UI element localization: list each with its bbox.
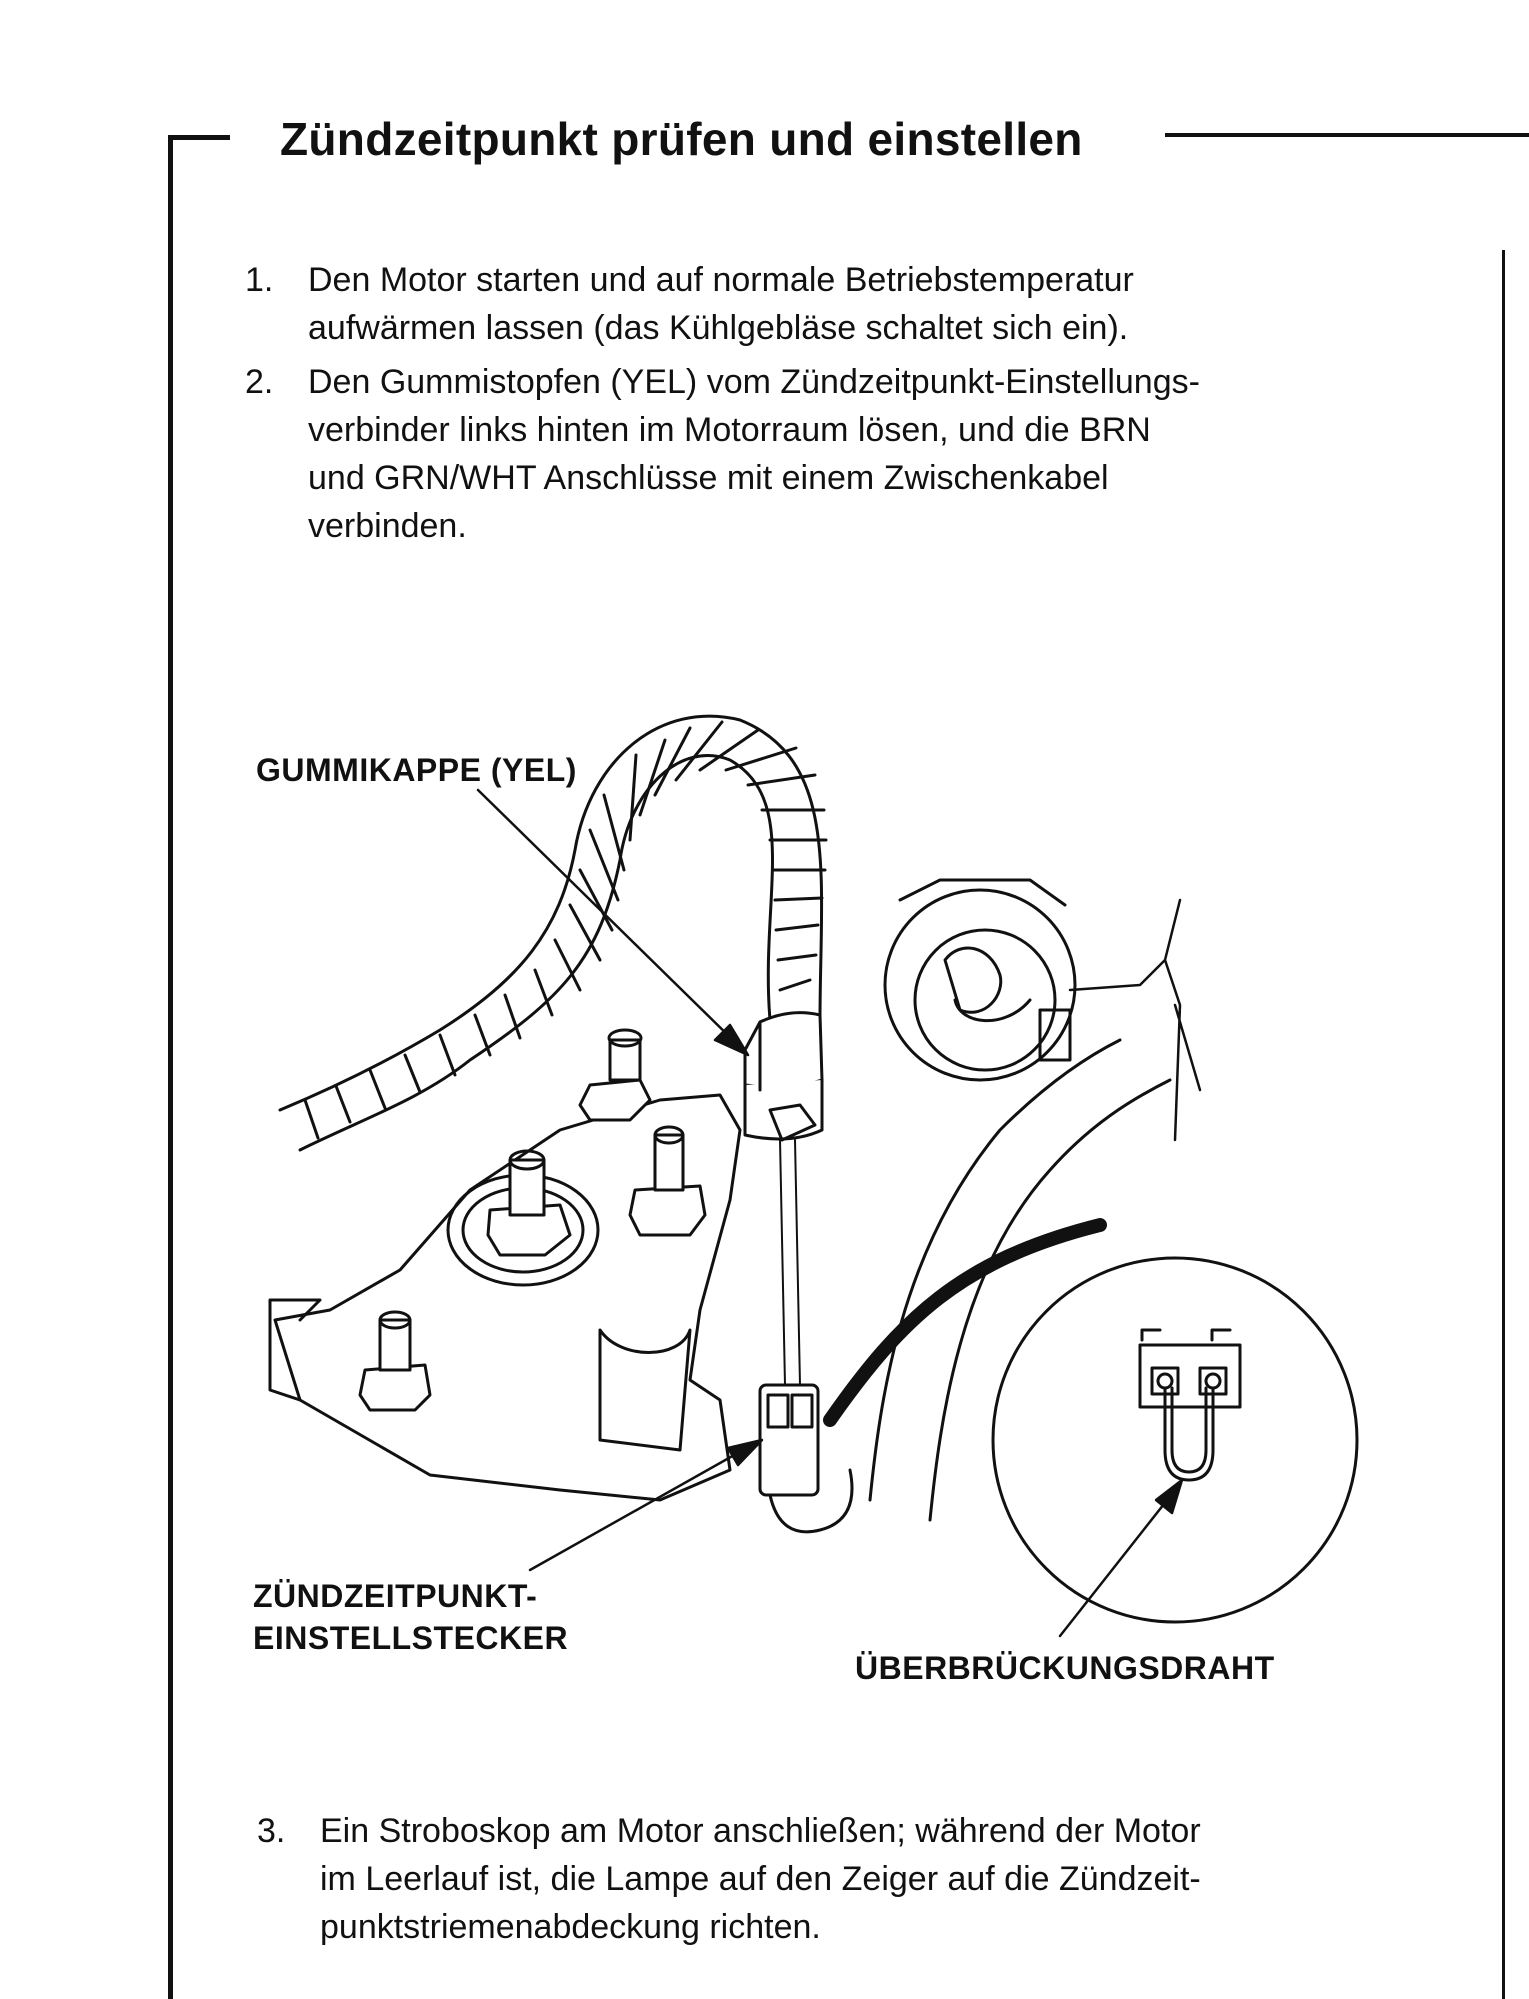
step-number: 2.	[245, 363, 274, 401]
label-jumper-wire: ÜBERBRÜCKUNGSDRAHT	[855, 1650, 1275, 1686]
step-text-line: Den Gummistopfen (YEL) vom Zündzeitpunkt-Einstellungs-	[308, 363, 1200, 401]
jumper-detail-inset	[993, 1258, 1357, 1622]
label-connector-line-1: ZÜNDZEITPUNKT-	[253, 1578, 538, 1614]
step-text-line: punktstriemenabdeckung richten.	[320, 1908, 821, 1946]
step-text-line: Ein Stroboskop am Motor anschließen; während der Motor	[320, 1812, 1201, 1850]
step-number: 1.	[245, 261, 274, 299]
step-number: 3.	[257, 1812, 286, 1850]
page-title: Zündzeitpunkt prüfen und einstellen	[280, 113, 1083, 165]
sensor-housing	[885, 880, 1075, 1080]
step-text-line: verbinden.	[308, 507, 467, 545]
label-connector-line-2: EINSTELLSTECKER	[253, 1620, 569, 1656]
label-rubber-cap: GUMMIKAPPE (YEL)	[256, 752, 577, 788]
step-text-line: verbinder links hinten im Motorraum lösen, und die BRN	[308, 411, 1151, 449]
step-text-line: im Leerlauf ist, die Lampe auf den Zeiger auf die Zündzeit-	[320, 1860, 1201, 1898]
step-text-line: und GRN/WHT Anschlüsse mit einem Zwischenkabel	[308, 459, 1109, 497]
step-text-line: Den Motor starten und auf normale Betriebstemperatur	[308, 261, 1134, 299]
rubber-cap	[745, 1013, 822, 1140]
step-text-line: aufwärmen lassen (das Kühlgebläse schaltet sich ein).	[308, 309, 1129, 347]
